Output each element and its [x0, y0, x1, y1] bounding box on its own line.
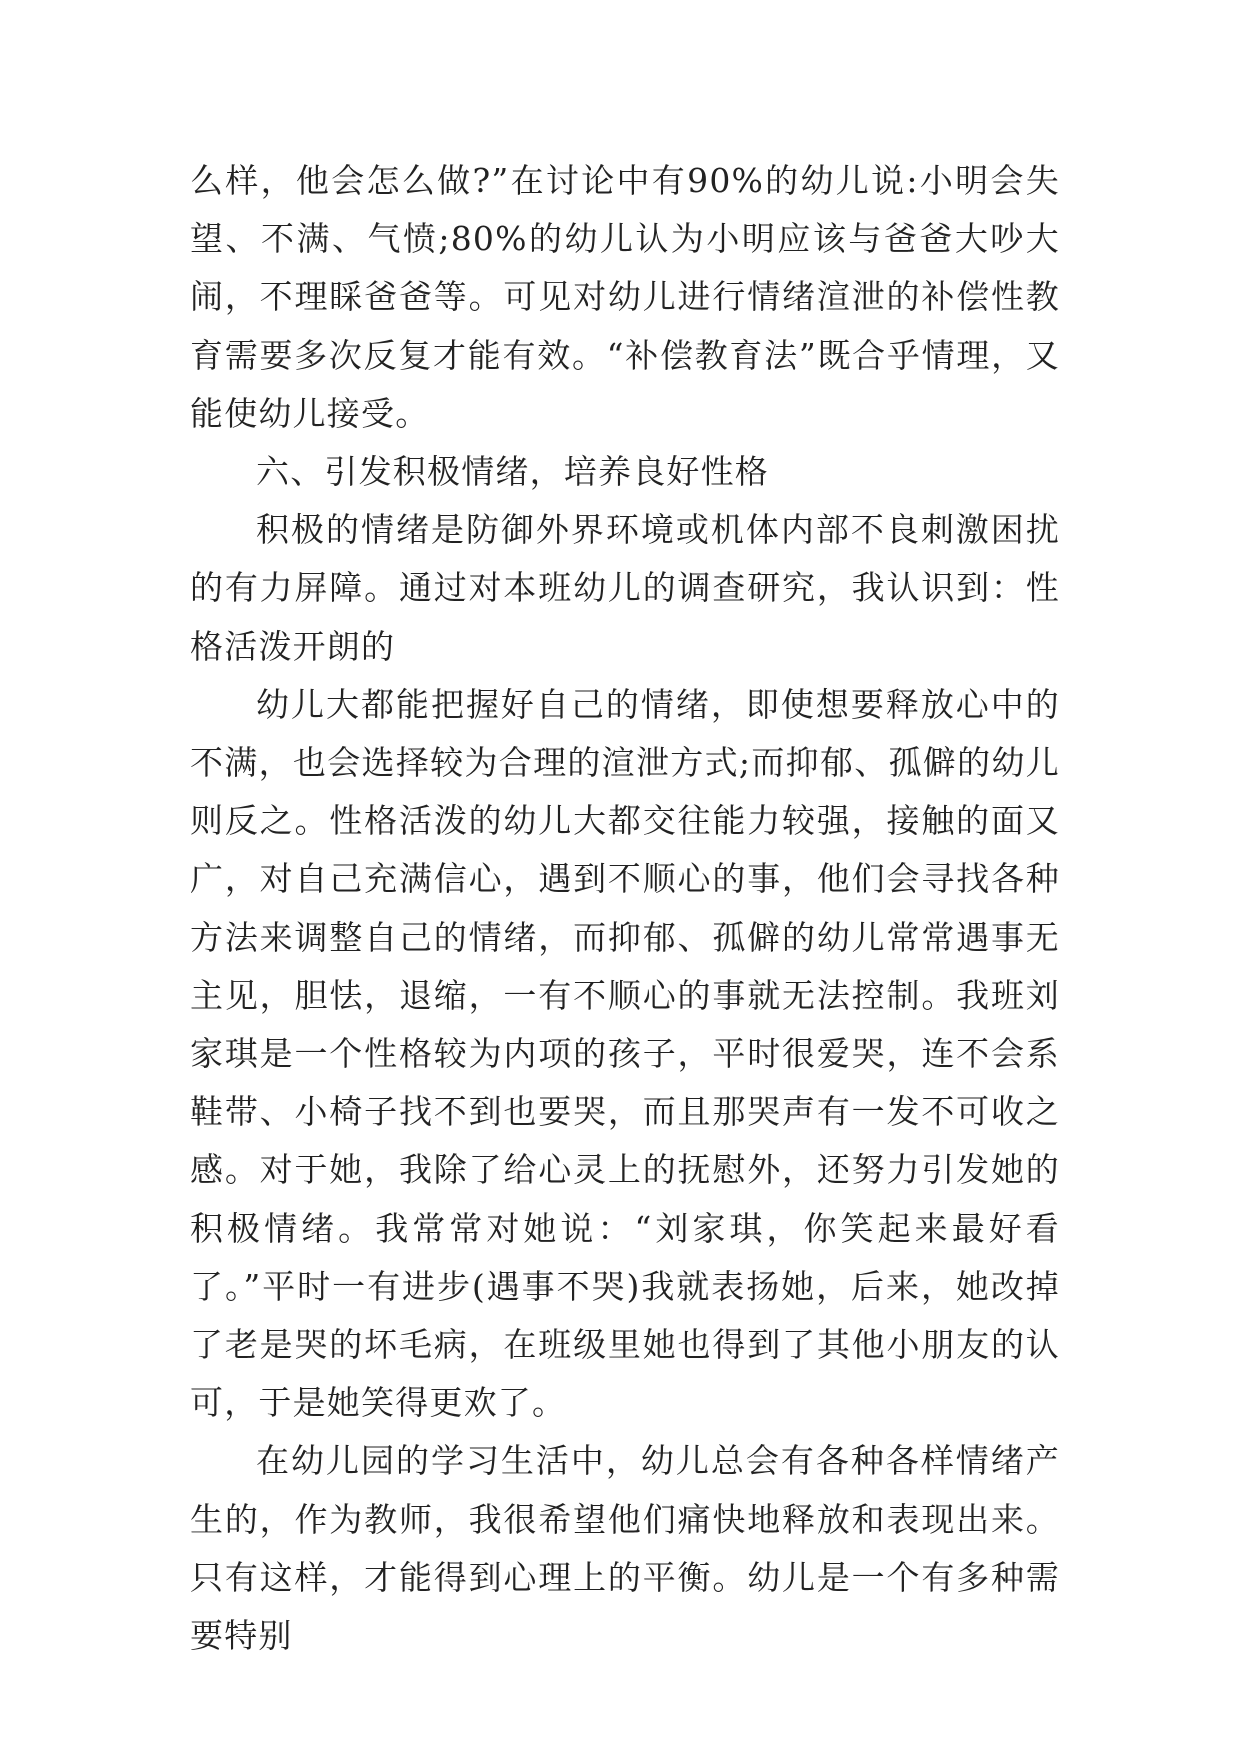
- paragraph-kindergarten-life: 在幼儿园的学习生活中，幼儿总会有各种各样情绪产生的，作为教师，我很希望他们痛快地释放和表现出来。只有这样，才能得到心理上的平衡。幼儿是一个有多种需要特别: [190, 1441, 1060, 1656]
- paragraph-continuation: 么样，他会怎么做?”在讨论中有90%的幼儿说:小明会失望、不满、气愤;80%的幼儿认为小明应该与爸爸大吵大闹，不理睬爸爸等。可见对幼儿进行情绪渲泄的补偿性教育需要多次反复才能有效。“补偿教育法”既合乎情理，又能使幼儿接受。: [190, 161, 1060, 433]
- paragraph-personality: 幼儿大都能把握好自己的情绪，即使想要释放心中的不满，也会选择较为合理的渲泄方式;而抑郁、孤僻的幼儿则反之。性格活泼的幼儿大都交往能力较强，接触的面又广，对自己充满信心，遇到不顺心的事，他们会寻找各种方法来调整自己的情绪，而抑郁、孤僻的幼儿常常遇事无主见，胆怯，退缩，一有不顺心的事就无法控制。我班刘家琪是一个性格较为内项的孩子，平时很爱哭，连不会系鞋带、小椅子找不到也要哭，而且那哭声有一发不可收之感。对于她，我除了给心灵上的抚慰外，还努力引发她的积极情绪。我常常对她说：“刘家琪，你笑起来最好看了。”平时一有进步(遇事不哭)我就表扬她，后来，她改掉了老是哭的坏毛病，在班级里她也得到了其他小朋友的认可，于是她笑得更欢了。: [190, 684, 1060, 1423]
- section-heading: 六、引发积极情绪，培养良好性格: [256, 452, 769, 492]
- paragraph-positive-emotion: 积极的情绪是防御外界环境或机体内部不良刺激困扰的有力屏障。通过对本班幼儿的调查研究，我认识到：性格活泼开朗的: [190, 510, 1060, 666]
- document-body: [190, 152, 1060, 1665]
